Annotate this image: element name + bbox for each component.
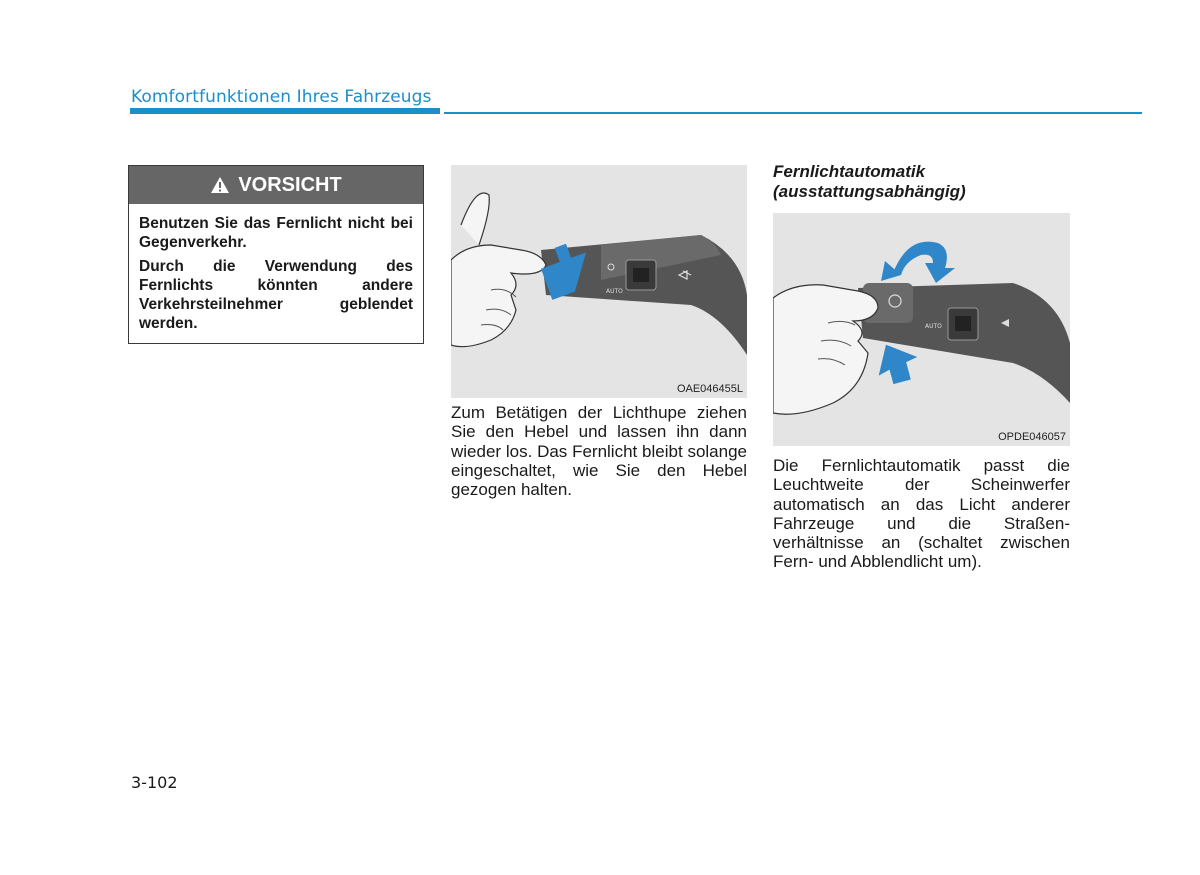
caution-box	[128, 165, 424, 344]
lever-rotate-illustration	[773, 213, 1070, 446]
figure-code: OAE046455L	[676, 383, 743, 395]
caution-body	[129, 204, 423, 333]
auto-high-beam-text: Die Fernlichtautomatik passt die Leuchtweite der Scheinwerfer automatisch an das Licht anderer Fahrzeuge und die Straßen-verhältnisse an (schaltet zwischen Fern- und Abblendlicht um).	[773, 456, 1070, 572]
figure-flash-lever	[451, 165, 747, 398]
figure-auto-high-beam	[773, 213, 1070, 446]
caution-paragraph: Benutzen Sie das Fernlicht nicht bei Gegenverkehr.	[139, 215, 413, 251]
section-heading-line1: Fernlichtautomatik	[773, 162, 926, 181]
section-heading-line2: (ausstattungsabhängig)	[773, 182, 966, 201]
figure-code: OPDE046057	[998, 431, 1066, 443]
warning-triangle-icon	[210, 176, 230, 194]
caution-title: VORSICHT	[238, 173, 342, 196]
chapter-title: Komfortfunktionen Ihres Fahrzeugs	[131, 87, 432, 107]
section-heading	[773, 162, 1070, 202]
svg-text:AUTO: AUTO	[606, 288, 623, 295]
caution-paragraph: Durch die Verwendung des Fernlichts könnten andere Verkehrsteilnehmer geblendet werden.	[139, 258, 413, 332]
svg-text:AUTO: AUTO	[925, 323, 942, 330]
flash-instruction-text: Zum Betätigen der Lichthupe ziehen Sie den Hebel und lassen ihn dann wieder los. Das Fernlicht bleibt solange eingeschaltet, wie Sie den Hebel gezogen halten.	[451, 403, 747, 500]
header-rule	[444, 112, 1142, 114]
caution-header	[129, 166, 423, 204]
lever-pull-illustration	[451, 165, 747, 398]
header-accent-bar	[130, 108, 440, 114]
page-number: 3-102	[131, 773, 178, 792]
